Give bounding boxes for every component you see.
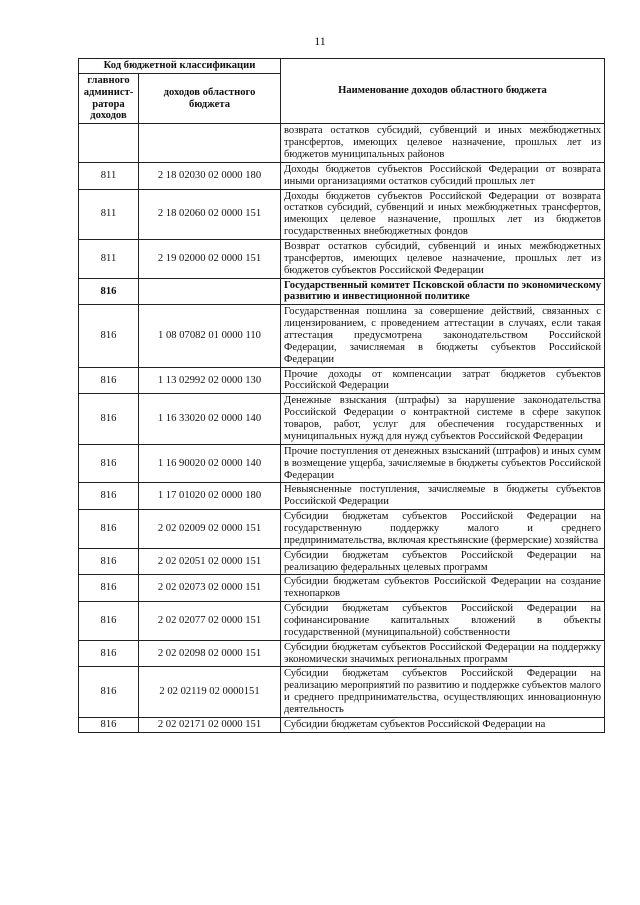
- admin-code-cell: 816: [79, 667, 139, 717]
- income-code-cell: 1 16 90020 02 0000 140: [139, 444, 281, 483]
- income-code-cell: 2 02 02098 02 0000 151: [139, 640, 281, 667]
- admin-code-cell: 816: [79, 640, 139, 667]
- income-name-cell: Прочие поступления от денежных взысканий (штрафов) и иных сумм в возмещение ущерба, зачисляемые в бюджеты субъектов Российской Федерации: [281, 444, 605, 483]
- admin-code-cell: 816: [79, 717, 139, 732]
- admin-code-cell: 816: [79, 602, 139, 641]
- income-code-cell: 2 02 02051 02 0000 151: [139, 548, 281, 575]
- table-row: [79, 575, 605, 602]
- table-row: [79, 367, 605, 394]
- table-row: [79, 189, 605, 239]
- income-name-cell: Возврат остатков субсидий, субвенций и иных межбюджетных трансфертов, имеющих целевое назначение, прошлых лет из бюджетов субъектов Российской Федерации: [281, 240, 605, 279]
- income-code-cell: 2 02 02077 02 0000 151: [139, 602, 281, 641]
- table-row: [79, 640, 605, 667]
- admin-code-cell: [79, 124, 139, 163]
- income-name-cell: Государственная пошлина за совершение действий, связанных с лицензированием, с проведением аттестации в случаях, если такая аттестация предусмотрена законодательством Российской Федерации, зачисляемая в бюджеты субъектов Российской Федерации: [281, 305, 605, 367]
- admin-code-cell: 811: [79, 189, 139, 239]
- income-code-cell: [139, 278, 281, 305]
- income-name-cell: Субсидии бюджетам субъектов Российской Федерации на реализацию федеральных целевых программ: [281, 548, 605, 575]
- income-code-cell: 1 16 33020 02 0000 140: [139, 394, 281, 444]
- table-row: [79, 548, 605, 575]
- income-name-cell: Субсидии бюджетам субъектов Российской Федерации на софинансирование капитальных вложений в объекты государственной (муниципальной) собственности: [281, 602, 605, 641]
- header-row-group: [79, 59, 605, 74]
- income-code-cell: 2 19 02000 02 0000 151: [139, 240, 281, 279]
- page-number: 11: [314, 34, 326, 48]
- admin-code-cell: 811: [79, 240, 139, 279]
- income-name-cell: Доходы бюджетов субъектов Российской Федерации от возврата остатков субсидий, субвенций и иных межбюджетных трансфертов, имеющих целевое назначение, прошлых лет из бюджетов государственных внебюджетных фондов: [281, 189, 605, 239]
- table-row: [79, 483, 605, 510]
- income-name-cell: Денежные взыскания (штрафы) за нарушение законодательства Российской Федерации о контрактной системе в сфере закупок товаров, работ, услуг для обеспечения государственных и муниципальных нужд для нужд субъектов Российской Федерации: [281, 394, 605, 444]
- admin-code-cell: 816: [79, 510, 139, 549]
- income-name-cell: возврата остатков субсидий, субвенций и иных межбюджетных трансфертов, имеющих целевое назначение, прошлых лет из бюджетов муниципальных районов: [281, 124, 605, 163]
- income-code-cell: 1 17 01020 02 0000 180: [139, 483, 281, 510]
- table-row: [79, 667, 605, 717]
- table-row: [79, 124, 605, 163]
- header-group-title: Код бюджетной классификации: [79, 59, 281, 74]
- admin-code-cell: 816: [79, 367, 139, 394]
- table-row: [79, 394, 605, 444]
- income-name-cell: Субсидии бюджетам субъектов Российской Федерации на поддержку экономически значимых региональных программ: [281, 640, 605, 667]
- income-name-cell: Субсидии бюджетам субъектов Российской Федерации на: [281, 717, 605, 732]
- table-row: [79, 305, 605, 367]
- income-name-cell: Государственный комитет Псковской области по экономическому развитию и инвестиционной политике: [281, 278, 605, 305]
- table-row: [79, 444, 605, 483]
- admin-code-cell: 816: [79, 548, 139, 575]
- admin-code-cell: 816: [79, 305, 139, 367]
- income-code-cell: 2 18 02060 02 0000 151: [139, 189, 281, 239]
- income-name-cell: Субсидии бюджетам субъектов Российской Федерации на реализацию мероприятий по развитию и поддержке субъектов малого и среднего предпринимательства, осуществляющих инновационную деятельность: [281, 667, 605, 717]
- admin-code-cell: 816: [79, 278, 139, 305]
- income-code-cell: 1 13 02992 02 0000 130: [139, 367, 281, 394]
- income-code-cell: 2 02 02171 02 0000 151: [139, 717, 281, 732]
- header-col-income: доходов областного бюджета: [139, 73, 281, 123]
- table-row: [79, 717, 605, 732]
- income-code-cell: 2 02 02073 02 0000 151: [139, 575, 281, 602]
- admin-code-cell: 811: [79, 162, 139, 189]
- admin-code-cell: 816: [79, 575, 139, 602]
- header-col-name: Наименование доходов областного бюджета: [281, 59, 605, 124]
- table-row: [79, 240, 605, 279]
- admin-code-cell: 816: [79, 483, 139, 510]
- income-code-cell: 2 02 02009 02 0000 151: [139, 510, 281, 549]
- table-row: [79, 602, 605, 641]
- income-name-cell: Прочие доходы от компенсации затрат бюджетов субъектов Российской Федерации: [281, 367, 605, 394]
- income-name-cell: Невыясненные поступления, зачисляемые в бюджеты субъектов Российской Федерации: [281, 483, 605, 510]
- table-row: [79, 510, 605, 549]
- income-code-cell: [139, 124, 281, 163]
- income-code-cell: 1 08 07082 01 0000 110: [139, 305, 281, 367]
- income-name-cell: Доходы бюджетов субъектов Российской Федерации от возврата иными организациями остатков субсидий прошлых лет: [281, 162, 605, 189]
- table-row: [79, 162, 605, 189]
- income-code-cell: 2 18 02030 02 0000 180: [139, 162, 281, 189]
- income-name-cell: Субсидии бюджетам субъектов Российской Федерации на государственную поддержку малого и среднего предпринимательства, включая крестьянские (фермерские) хозяйства: [281, 510, 605, 549]
- income-code-cell: 2 02 02119 02 0000151: [139, 667, 281, 717]
- table-row: [79, 278, 605, 305]
- budget-classification-table: [78, 58, 605, 733]
- income-name-cell: Субсидии бюджетам субъектов Российской Федерации на создание технопарков: [281, 575, 605, 602]
- header-col-admin: главного админист-ратора доходов: [79, 73, 139, 123]
- table-body: [79, 124, 605, 732]
- admin-code-cell: 816: [79, 394, 139, 444]
- admin-code-cell: 816: [79, 444, 139, 483]
